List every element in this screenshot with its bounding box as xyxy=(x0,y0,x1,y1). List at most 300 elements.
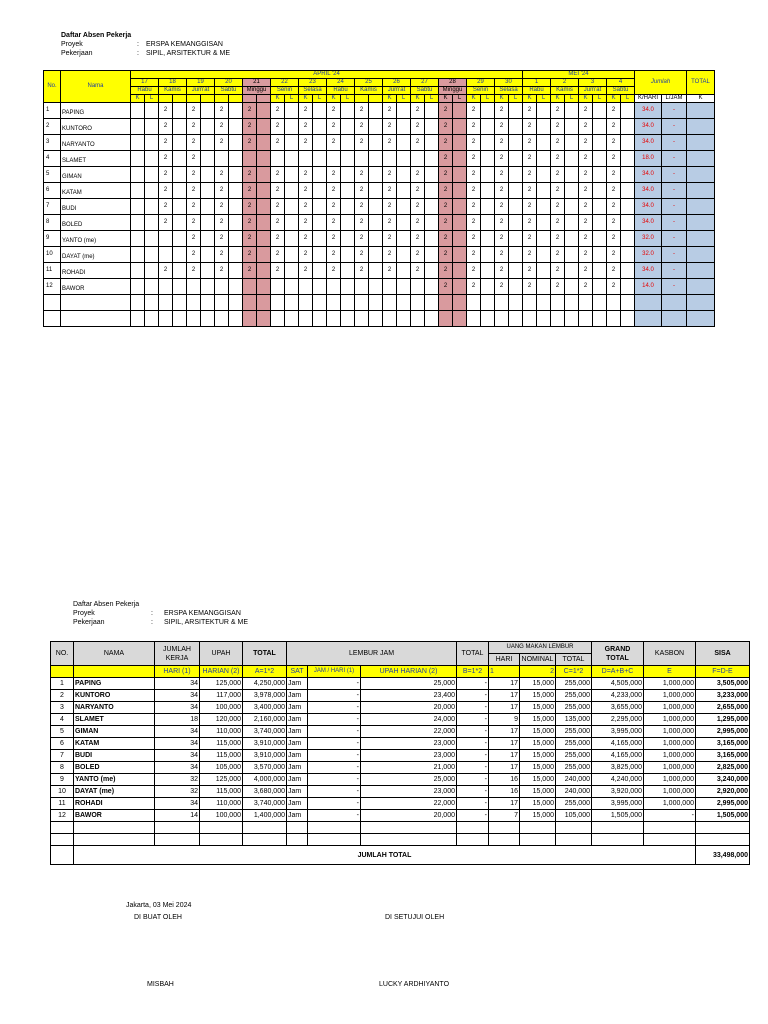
table-row xyxy=(51,702,750,714)
attendance-value: 2 xyxy=(467,151,481,167)
attendance-value: 2 xyxy=(243,103,257,119)
empty-cell xyxy=(51,846,74,865)
day-number: 3 xyxy=(579,79,607,87)
attendance-l xyxy=(397,151,411,167)
k-label xyxy=(215,95,229,103)
cell-mh: 7 xyxy=(489,810,520,822)
attendance-value xyxy=(551,311,565,327)
empty-cell xyxy=(243,822,287,834)
attendance-value: 2 xyxy=(159,199,173,215)
cell-no: 6 xyxy=(51,738,74,750)
attendance-value: 2 xyxy=(439,103,453,119)
attendance-l xyxy=(453,183,467,199)
attendance-l xyxy=(201,103,215,119)
attendance-value xyxy=(439,311,453,327)
attendance-l xyxy=(425,247,439,263)
attendance-l xyxy=(537,231,551,247)
attendance-value: 2 xyxy=(215,231,229,247)
table-row xyxy=(44,103,715,119)
cell-upah: 110,000 xyxy=(200,726,243,738)
attendance-value xyxy=(523,311,537,327)
attendance-value: 2 xyxy=(579,135,593,151)
formula-harian: HARIAN (2) xyxy=(200,666,243,678)
attendance-value xyxy=(271,311,285,327)
attendance-l xyxy=(453,215,467,231)
attendance-value: 2 xyxy=(159,103,173,119)
attendance-l xyxy=(173,151,187,167)
attendance-l xyxy=(621,247,635,263)
attendance-l xyxy=(229,215,243,231)
row-nama xyxy=(61,295,131,311)
k-label: K xyxy=(131,95,145,103)
cell-gt: 3,655,000 xyxy=(592,702,644,714)
attendance-l xyxy=(341,279,355,295)
attendance-l xyxy=(229,263,243,279)
l-label xyxy=(173,95,187,103)
attendance-value: 2 xyxy=(495,263,509,279)
cell-hari: 34 xyxy=(155,750,200,762)
attendance-value: 2 xyxy=(551,151,565,167)
attendance-l xyxy=(537,295,551,311)
attendance-value xyxy=(131,167,145,183)
row-no: 9 xyxy=(44,231,61,247)
attendance-l xyxy=(201,279,215,295)
attendance-l xyxy=(397,199,411,215)
attendance-l xyxy=(425,231,439,247)
attendance-value xyxy=(299,295,313,311)
attendance-value xyxy=(131,247,145,263)
attendance-value: 2 xyxy=(607,247,621,263)
k-hari-value: 18.0 xyxy=(635,151,662,167)
attendance-value xyxy=(411,151,425,167)
attendance-value: 2 xyxy=(551,119,565,135)
attendance-table xyxy=(43,70,715,327)
attendance-l xyxy=(257,311,271,327)
cell-nama: ROHADI xyxy=(74,798,155,810)
attendance-value: 2 xyxy=(355,199,369,215)
l-label: L xyxy=(285,95,299,103)
attendance-value xyxy=(131,151,145,167)
attendance-value: 2 xyxy=(523,279,537,295)
attendance-l xyxy=(313,151,327,167)
attendance-l xyxy=(397,247,411,263)
table-row xyxy=(44,263,715,279)
attendance-l xyxy=(201,167,215,183)
attendance-value: 2 xyxy=(355,103,369,119)
attendance-value xyxy=(439,295,453,311)
attendance-l xyxy=(593,151,607,167)
attendance-value xyxy=(467,295,481,311)
total-k-value xyxy=(687,215,715,231)
cell-gt: 2,295,000 xyxy=(592,714,644,726)
cell-sat: Jam xyxy=(287,702,308,714)
attendance-value: 2 xyxy=(607,167,621,183)
attendance-value: 2 xyxy=(355,135,369,151)
attendance-value: 2 xyxy=(495,167,509,183)
signer-name-2: LUCKY ARDHIYANTO xyxy=(379,981,450,988)
attendance-value xyxy=(467,311,481,327)
attendance-l xyxy=(509,167,523,183)
attendance-l xyxy=(509,119,523,135)
row-no: 12 xyxy=(44,279,61,295)
attendance-l xyxy=(565,263,579,279)
cell-total: 3,910,000 xyxy=(243,750,287,762)
cell-sat: Jam xyxy=(287,774,308,786)
table-row xyxy=(51,774,750,786)
cell-no: 12 xyxy=(51,810,74,822)
attendance-l xyxy=(341,247,355,263)
col-header-nama: NAMA xyxy=(74,642,155,666)
cell-mt: 240,000 xyxy=(556,774,592,786)
attendance-l xyxy=(509,151,523,167)
attendance-value xyxy=(383,295,397,311)
attendance-value: 2 xyxy=(159,119,173,135)
attendance-value: 2 xyxy=(215,199,229,215)
attendance-value: 2 xyxy=(187,247,201,263)
row-nama: ROHADI xyxy=(61,263,131,279)
attendance-value xyxy=(159,311,173,327)
attendance-l xyxy=(313,231,327,247)
empty-cell xyxy=(489,834,520,846)
cell-tl: - xyxy=(457,714,489,726)
attendance-value xyxy=(355,295,369,311)
cell-nom: 15,000 xyxy=(520,690,556,702)
attendance-value: 2 xyxy=(383,215,397,231)
attendance-value xyxy=(299,311,313,327)
attendance-value: 2 xyxy=(467,231,481,247)
cell-uh: 23,000 xyxy=(361,750,457,762)
attendance-value xyxy=(243,279,257,295)
attendance-l xyxy=(173,167,187,183)
l-jam-value: - xyxy=(662,119,687,135)
attendance-value: 2 xyxy=(159,167,173,183)
cell-kas: 1,000,000 xyxy=(644,678,696,690)
attendance-value xyxy=(579,311,593,327)
cell-nom: 15,000 xyxy=(520,702,556,714)
day-number: 24 xyxy=(327,79,355,87)
formula-e: E xyxy=(644,666,696,678)
empty-cell xyxy=(243,834,287,846)
cell-uh: 25,000 xyxy=(361,678,457,690)
table-row xyxy=(51,786,750,798)
attendance-value: 2 xyxy=(299,119,313,135)
attendance-value xyxy=(271,151,285,167)
cell-jam: - xyxy=(308,798,361,810)
col-header-no: No. xyxy=(44,71,61,103)
attendance-value xyxy=(271,279,285,295)
formula-sat: SAT xyxy=(287,666,308,678)
cell-uh: 23,000 xyxy=(361,738,457,750)
cell-hari: 32 xyxy=(155,774,200,786)
row-no: 11 xyxy=(44,263,61,279)
attendance-l xyxy=(509,183,523,199)
cell-jam: - xyxy=(308,690,361,702)
attendance-value: 2 xyxy=(495,135,509,151)
attendance-value: 2 xyxy=(243,199,257,215)
attendance-value: 2 xyxy=(467,263,481,279)
attendance-value xyxy=(551,295,565,311)
attendance-value: 2 xyxy=(355,247,369,263)
attendance-value xyxy=(607,311,621,327)
attendance-value xyxy=(411,311,425,327)
attendance-l xyxy=(425,279,439,295)
cell-nama: SLAMET xyxy=(74,714,155,726)
cell-sat: Jam xyxy=(287,690,308,702)
attendance-value: 2 xyxy=(187,103,201,119)
attendance-l xyxy=(145,311,159,327)
attendance-l xyxy=(313,295,327,311)
attendance-l xyxy=(313,215,327,231)
attendance-l xyxy=(173,215,187,231)
attendance-l xyxy=(621,135,635,151)
attendance-l xyxy=(201,135,215,151)
attendance-l xyxy=(341,103,355,119)
attendance-value: 2 xyxy=(523,231,537,247)
col-header-total: TOTAL xyxy=(687,71,715,95)
cell-upah: 100,000 xyxy=(200,702,243,714)
cell-hari: 34 xyxy=(155,690,200,702)
attendance-l xyxy=(257,103,271,119)
attendance-value xyxy=(355,151,369,167)
k-hari-value xyxy=(635,295,662,311)
cell-nom: 15,000 xyxy=(520,738,556,750)
attendance-value: 2 xyxy=(551,247,565,263)
attendance-value: 2 xyxy=(299,103,313,119)
attendance-value xyxy=(159,295,173,311)
sheet1-title: Daftar Absen Pekerja xyxy=(61,32,132,39)
attendance-l xyxy=(621,199,635,215)
pekerjaan-value: SIPIL, ARSITEKTUR & ME xyxy=(164,619,249,626)
attendance-value xyxy=(215,311,229,327)
cell-sat: Jam xyxy=(287,786,308,798)
attendance-l xyxy=(229,119,243,135)
attendance-value: 2 xyxy=(271,119,285,135)
attendance-l xyxy=(453,119,467,135)
attendance-value: 2 xyxy=(607,231,621,247)
attendance-l xyxy=(369,167,383,183)
cell-no: 2 xyxy=(51,690,74,702)
colon: : xyxy=(151,619,153,626)
attendance-value: 2 xyxy=(579,279,593,295)
formula-1: 1 xyxy=(489,666,520,678)
cell-total: 3,910,000 xyxy=(243,738,287,750)
attendance-l xyxy=(481,103,495,119)
attendance-value: 2 xyxy=(523,167,537,183)
attendance-l xyxy=(285,311,299,327)
k-hari-value: 34.0 xyxy=(635,119,662,135)
attendance-value: 2 xyxy=(551,103,565,119)
cell-total: 3,978,000 xyxy=(243,690,287,702)
cell-sat: Jam xyxy=(287,738,308,750)
payroll-table xyxy=(50,641,750,865)
col-header-nama: Nama xyxy=(61,71,131,103)
table-row xyxy=(44,295,715,311)
attendance-l xyxy=(257,183,271,199)
col-header-jumlah: Jumlah xyxy=(635,71,687,95)
day-number: 23 xyxy=(299,79,327,87)
attendance-value xyxy=(131,263,145,279)
table-row xyxy=(44,279,715,295)
k-hari-value: 34.0 xyxy=(635,263,662,279)
attendance-value: 2 xyxy=(215,263,229,279)
cell-sisa: 3,165,000 xyxy=(696,738,750,750)
attendance-value xyxy=(131,183,145,199)
cell-nama: DAYAT (me) xyxy=(74,786,155,798)
attendance-value xyxy=(131,103,145,119)
attendance-l xyxy=(481,279,495,295)
attendance-l xyxy=(313,263,327,279)
l-jam-value xyxy=(662,311,687,327)
attendance-value: 2 xyxy=(551,199,565,215)
attendance-value: 2 xyxy=(299,247,313,263)
attendance-l xyxy=(621,183,635,199)
month-mei: MEI '24 xyxy=(523,71,635,79)
attendance-l xyxy=(509,263,523,279)
attendance-value: 2 xyxy=(579,167,593,183)
k-hari-value: 32.0 xyxy=(635,247,662,263)
attendance-value: 2 xyxy=(243,119,257,135)
cell-tl: - xyxy=(457,726,489,738)
attendance-value xyxy=(355,279,369,295)
cell-uh: 22,000 xyxy=(361,726,457,738)
attendance-l xyxy=(313,135,327,151)
table-row xyxy=(51,726,750,738)
attendance-value: 2 xyxy=(159,135,173,151)
table-row xyxy=(51,714,750,726)
cell-mh: 17 xyxy=(489,678,520,690)
attendance-value xyxy=(383,311,397,327)
k-label xyxy=(243,95,257,103)
table-row xyxy=(51,750,750,762)
cell-tl: - xyxy=(457,678,489,690)
k-label: K xyxy=(411,95,425,103)
k-label: K xyxy=(439,95,453,103)
cell-jam: - xyxy=(308,774,361,786)
attendance-l xyxy=(453,151,467,167)
cell-tl: - xyxy=(457,774,489,786)
cell-nama: KATAM xyxy=(74,738,155,750)
attendance-value: 2 xyxy=(467,279,481,295)
attendance-l xyxy=(481,167,495,183)
attendance-value: 2 xyxy=(271,199,285,215)
attendance-l xyxy=(481,183,495,199)
attendance-value xyxy=(579,295,593,311)
attendance-l xyxy=(593,311,607,327)
attendance-value: 2 xyxy=(215,167,229,183)
col-header-hari: HARI xyxy=(489,654,520,666)
attendance-value: 2 xyxy=(551,263,565,279)
attendance-value: 2 xyxy=(215,103,229,119)
attendance-value: 2 xyxy=(607,263,621,279)
attendance-l xyxy=(285,151,299,167)
attendance-value: 2 xyxy=(355,167,369,183)
attendance-l xyxy=(565,247,579,263)
attendance-value: 2 xyxy=(383,119,397,135)
attendance-l xyxy=(341,135,355,151)
attendance-l xyxy=(593,295,607,311)
attendance-value: 2 xyxy=(467,199,481,215)
attendance-l xyxy=(621,295,635,311)
cell-mt: 255,000 xyxy=(556,798,592,810)
attendance-value: 2 xyxy=(355,231,369,247)
attendance-l xyxy=(621,151,635,167)
attendance-l xyxy=(341,199,355,215)
attendance-l xyxy=(229,295,243,311)
empty-cell xyxy=(489,822,520,834)
cell-sisa: 2,995,000 xyxy=(696,726,750,738)
attendance-l xyxy=(593,199,607,215)
attendance-l xyxy=(313,311,327,327)
attendance-value: 2 xyxy=(439,119,453,135)
cell-mh: 17 xyxy=(489,726,520,738)
empty-cell xyxy=(592,822,644,834)
day-name: Sabtu xyxy=(607,87,635,95)
attendance-l xyxy=(201,215,215,231)
attendance-value: 2 xyxy=(327,135,341,151)
cell-no: 1 xyxy=(51,678,74,690)
empty-cell xyxy=(361,834,457,846)
attendance-value: 2 xyxy=(579,119,593,135)
attendance-l xyxy=(285,103,299,119)
total-k-value xyxy=(687,311,715,327)
colon: : xyxy=(151,610,153,617)
attendance-value: 2 xyxy=(607,135,621,151)
cell-jam: - xyxy=(308,738,361,750)
attendance-l xyxy=(565,231,579,247)
cell-sisa: 3,505,000 xyxy=(696,678,750,690)
attendance-value: 2 xyxy=(411,215,425,231)
attendance-l xyxy=(593,135,607,151)
attendance-l xyxy=(453,263,467,279)
l-jam-value: - xyxy=(662,135,687,151)
attendance-value: 2 xyxy=(523,199,537,215)
colon: : xyxy=(137,41,139,48)
attendance-value: 2 xyxy=(551,167,565,183)
empty-cell xyxy=(520,822,556,834)
attendance-value xyxy=(215,151,229,167)
day-number: 22 xyxy=(271,79,299,87)
attendance-value xyxy=(271,295,285,311)
attendance-value: 2 xyxy=(159,215,173,231)
attendance-value xyxy=(131,279,145,295)
attendance-l xyxy=(173,295,187,311)
cell-total: 1,400,000 xyxy=(243,810,287,822)
cell-upah: 100,000 xyxy=(200,810,243,822)
cell-kas: 1,000,000 xyxy=(644,762,696,774)
attendance-value: 2 xyxy=(243,247,257,263)
attendance-l xyxy=(173,103,187,119)
cell-sisa: 3,165,000 xyxy=(696,750,750,762)
attendance-value: 2 xyxy=(467,167,481,183)
attendance-value: 2 xyxy=(411,231,425,247)
cell-no: 9 xyxy=(51,774,74,786)
attendance-value: 2 xyxy=(551,279,565,295)
attendance-value: 2 xyxy=(579,199,593,215)
col-header-nominal: NOMINAL xyxy=(520,654,556,666)
col-header-no: NO. xyxy=(51,642,74,666)
cell-mt: 135,000 xyxy=(556,714,592,726)
attendance-l xyxy=(257,135,271,151)
attendance-value xyxy=(187,311,201,327)
attendance-l xyxy=(537,183,551,199)
attendance-value: 2 xyxy=(495,119,509,135)
attendance-value: 2 xyxy=(467,247,481,263)
attendance-value: 2 xyxy=(495,151,509,167)
attendance-value xyxy=(495,295,509,311)
day-name: Minggu xyxy=(243,87,271,95)
table-row xyxy=(44,215,715,231)
attendance-l xyxy=(285,247,299,263)
